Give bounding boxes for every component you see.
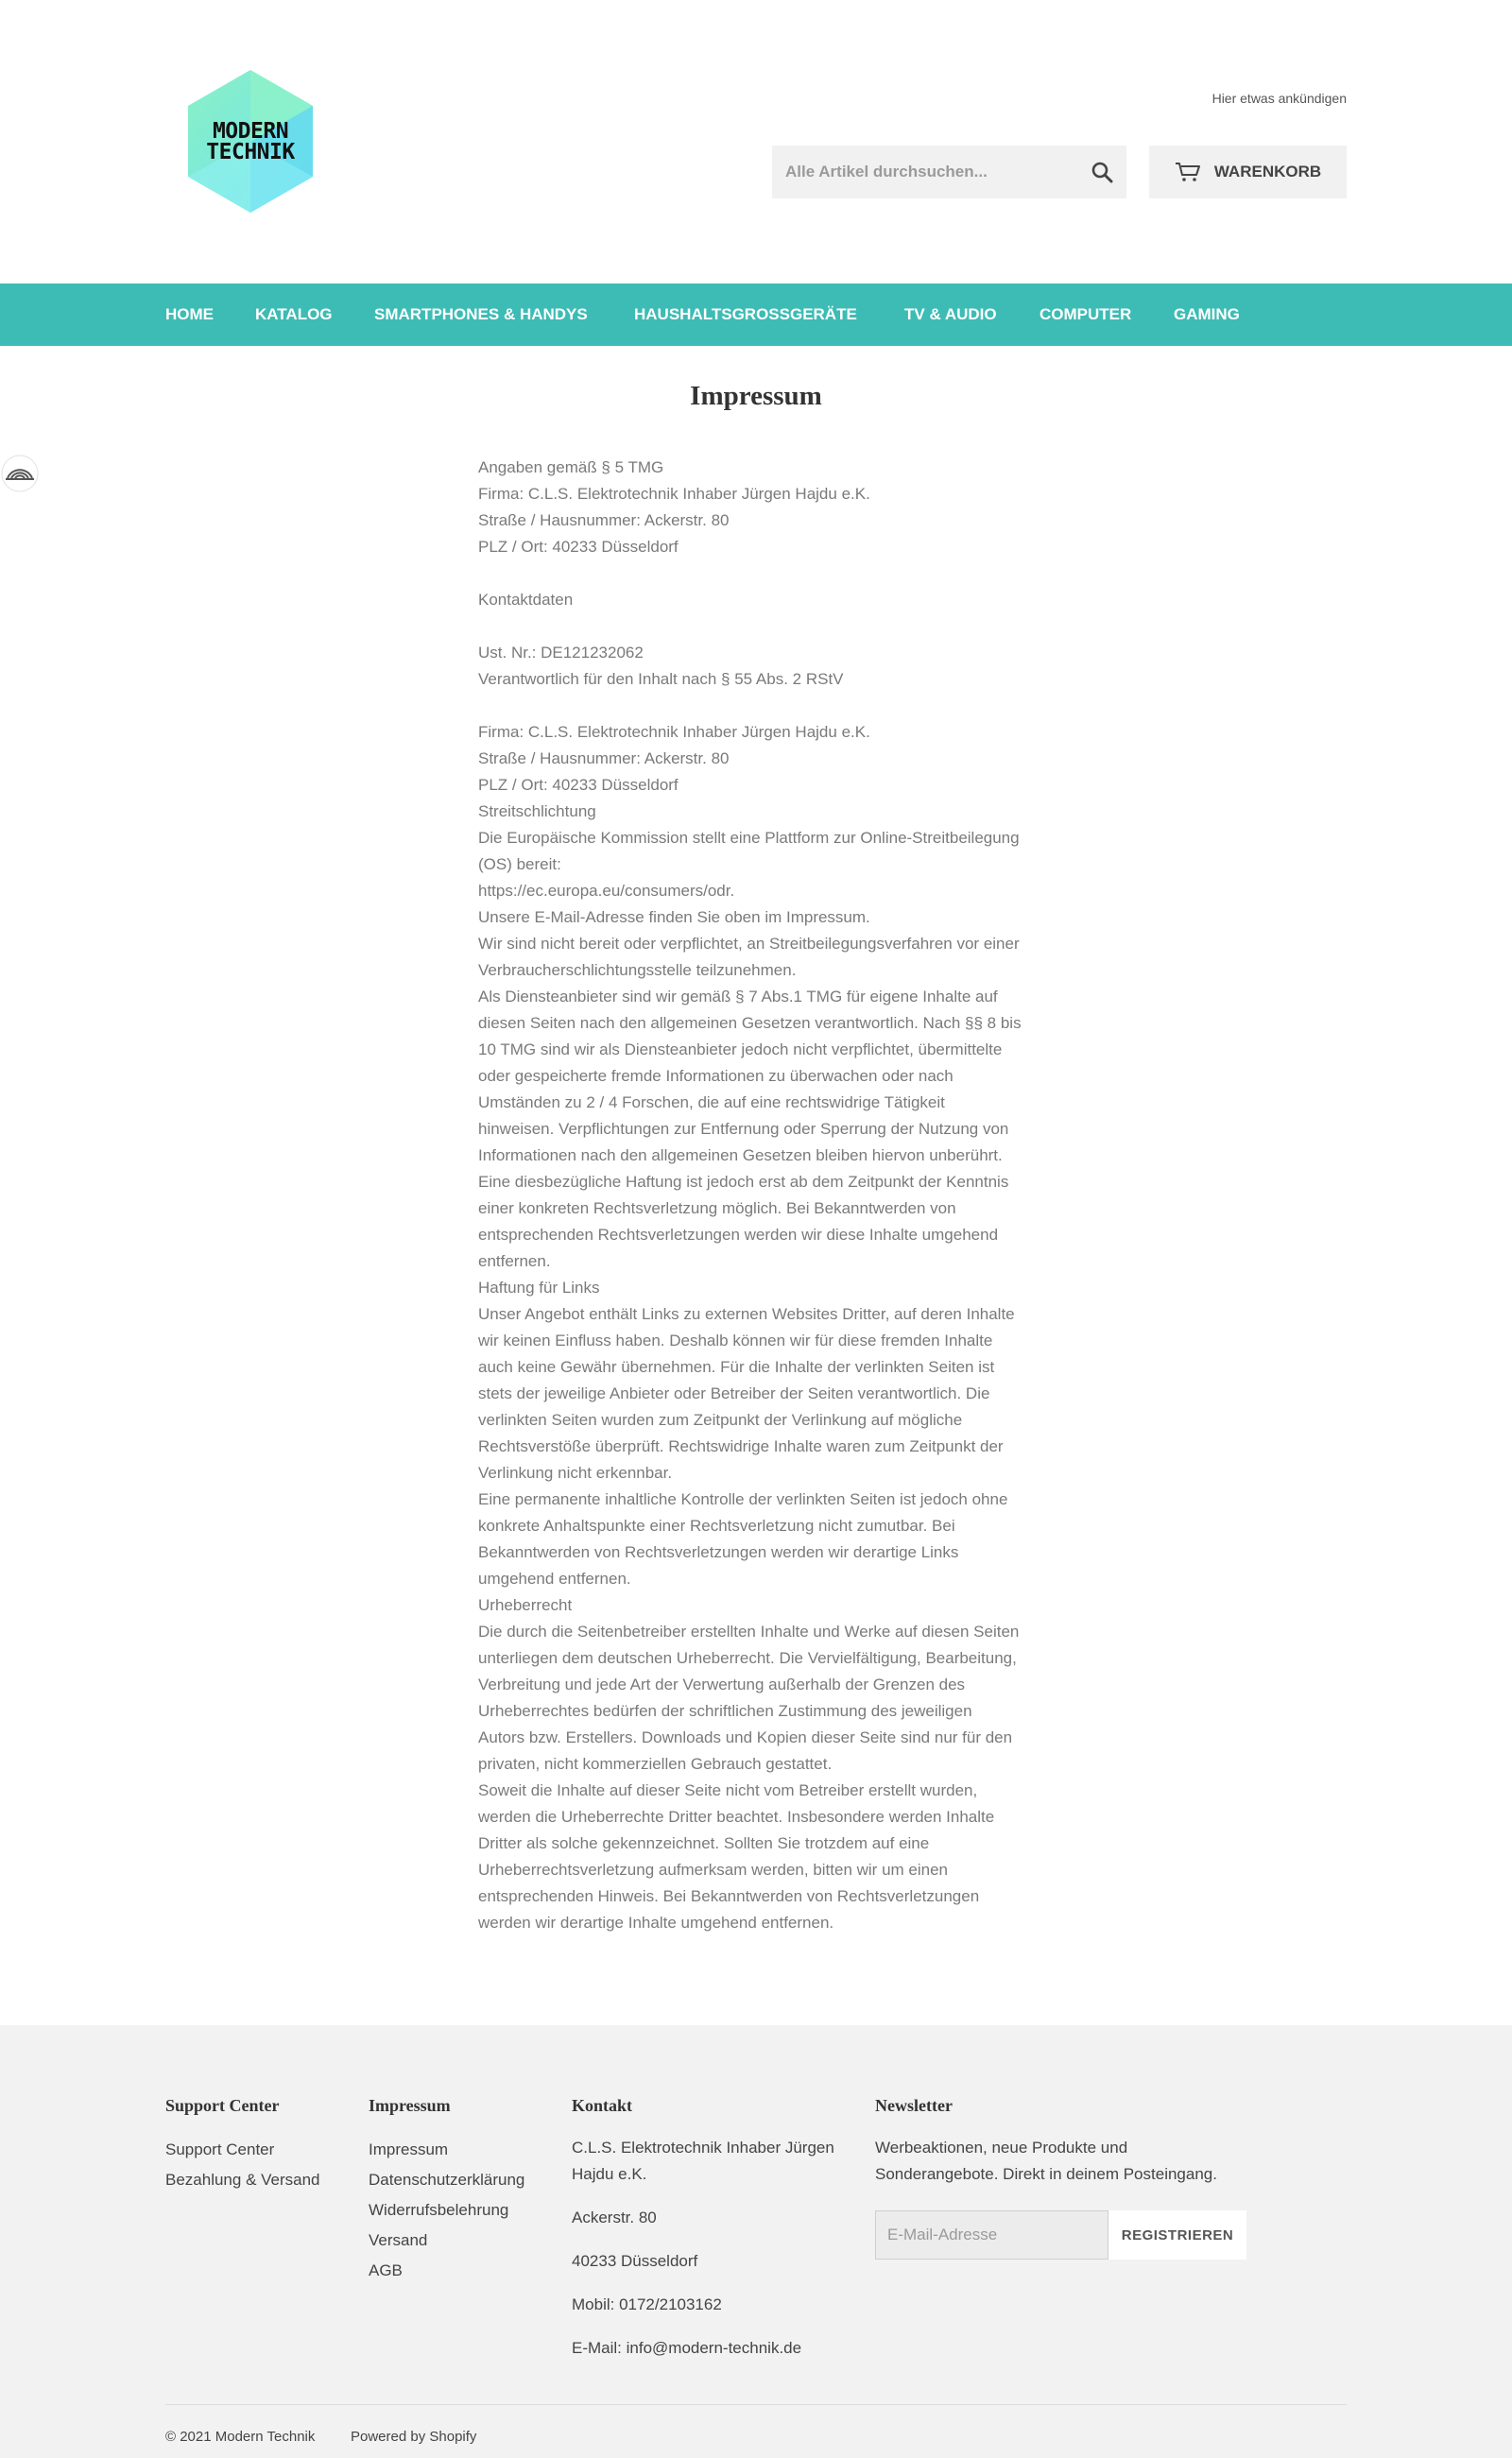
content-line: Bekanntwerden von Rechtsverletzungen werden wir derartige Links — [478, 1543, 959, 1561]
footer-link-versand[interactable]: Versand — [369, 2231, 428, 2249]
site-logo[interactable] — [184, 68, 317, 215]
content-line: Die Europäische Kommission stellt eine Plattform zur Online-Streitbeilegung — [478, 829, 1020, 847]
content-line: PLZ / Ort: 40233 Düsseldorf — [478, 538, 679, 556]
newsletter-form — [875, 2210, 1246, 2260]
content-line: entfernen. — [478, 1252, 551, 1270]
content-line: Verbreitung und jede Art der Verwertung außerhalb der Grenzen des — [478, 1676, 966, 1693]
content-line: Verlinkung nicht erkennbar. — [478, 1464, 673, 1482]
footer-newsletter-text-2: Sonderangebote. Direkt in deinem Posteingang. — [875, 2165, 1217, 2183]
footer-link-datenschutz[interactable]: Datenschutzerklärung — [369, 2171, 525, 2189]
cart-icon — [1175, 162, 1201, 182]
accessibility-icon — [0, 454, 40, 493]
search-input[interactable] — [772, 146, 1077, 198]
content-line: Firma: C.L.S. Elektrotechnik Inhaber Jürgen Hajdu e.K. — [478, 723, 870, 741]
content-line: entsprechenden Hinweis. Bei Bekanntwerden von Rechtsverletzungen — [478, 1887, 980, 1905]
content-line: hinweisen. Verpflichtungen zur Entfernung oder Sperrung der Nutzung von — [478, 1120, 1009, 1138]
footer-contact-mobile: Mobil: 0172/2103162 — [572, 2295, 722, 2313]
newsletter-email-input[interactable] — [875, 2210, 1108, 2260]
content-line: Urheberrechtes bedürfen der schriftlichen Zustimmung des jeweiligen — [478, 1702, 972, 1720]
content-line: Urheberrechtsverletzung aufmerksam werden, bitten wir um einen — [478, 1861, 949, 1879]
logo-text-line1: MODERN — [212, 119, 289, 144]
nav-item-gaming[interactable]: GAMING — [1174, 305, 1240, 323]
footer-impressum-column — [369, 2096, 524, 2286]
footer-divider — [165, 2404, 1347, 2405]
content-line: Angaben gemäß § 5 TMG — [478, 458, 664, 476]
content-line: Kontaktdaten — [478, 591, 574, 609]
content-line: Eine permanente inhaltliche Kontrolle der verlinkten Seiten ist jedoch ohne — [478, 1490, 1008, 1508]
footer-newsletter-column — [875, 2096, 1217, 2188]
page-title: Impressum — [690, 381, 822, 411]
content-line: Rechtsverstöße überprüft. Rechtswidrige Inhalte waren zum Zeitpunkt der — [478, 1437, 1004, 1455]
newsletter-register-button[interactable]: REGISTRIEREN — [1108, 2210, 1246, 2260]
content-line: Verbraucherschlichtungsstelle teilzunehmen. — [478, 961, 797, 979]
footer-contact-city: 40233 Düsseldorf — [572, 2252, 698, 2270]
content-line: werden die Urheberrechte Dritter beachtet. Insbesondere werden Inhalte — [478, 1808, 995, 1826]
content-line: Umständen zu 2 / 4 Forschen, die auf eine rechtswidrige Tätigkeit — [478, 1093, 945, 1111]
content-line: privaten, nicht kommerziellen Gebrauch gestattet. — [478, 1755, 833, 1773]
content-line: verlinkten Seiten wurden zum Zeitpunkt der Verlinkung auf mögliche — [478, 1411, 963, 1429]
content-line: konkrete Anhaltspunkte einer Rechtsverletzung nicht zumutbar. Bei — [478, 1517, 955, 1535]
content-line: Verantwortlich für den Inhalt nach § 55 Abs. 2 RStV — [478, 670, 844, 688]
content-line: umgehend entfernen. — [478, 1570, 631, 1588]
content-line: Haftung für Links — [478, 1279, 600, 1297]
nav-item-tv-audio[interactable]: TV & AUDIO — [904, 305, 997, 323]
footer-contact-email[interactable]: E-Mail: info@modern-technik.de — [572, 2339, 802, 2357]
main-navigation — [0, 284, 1512, 346]
content-line: Ust. Nr.: DE121232062 — [478, 644, 644, 662]
footer-support-column — [165, 2096, 320, 2195]
content-line: Unsere E-Mail-Adresse finden Sie oben im Impressum. — [478, 908, 870, 926]
search-icon — [1091, 161, 1113, 183]
content-line: stets der jeweilige Anbieter oder Betreiber der Seiten verantwortlich. Die — [478, 1384, 990, 1402]
content-line: einer konkreten Rechtsverletzung möglich. Bei Bekanntwerden von — [478, 1199, 956, 1217]
content-line: Informationen nach den allgemeinen Gesetzen bleiben hiervon unberührt. — [478, 1146, 1003, 1164]
content-line: diesen Seiten nach den allgemeinen Gesetzen verantwortlich. Nach §§ 8 bis — [478, 1014, 1022, 1032]
content-line: entsprechenden Rechtsverletzungen werden wir diese Inhalte umgehend — [478, 1226, 999, 1244]
content-line: Dritter als solche gekennzeichnet. Sollten Sie trotzdem auf eine — [478, 1834, 930, 1852]
content-line: Als Diensteanbieter sind wir gemäß § 7 Abs.1 TMG für eigene Inhalte auf — [478, 988, 998, 1006]
content-line: Streitschlichtung — [478, 802, 596, 820]
footer-support-heading: Support Center — [165, 2096, 280, 2115]
copyright-text: © 2021 Modern Technik — [165, 2429, 316, 2445]
content-line: 10 TMG sind wir als Diensteanbieter jedoch nicht verpflichtet, übermittelte — [478, 1040, 1003, 1058]
content-spacer — [478, 693, 1041, 719]
footer-contact-heading: Kontakt — [572, 2096, 633, 2115]
footer-newsletter-heading: Newsletter — [875, 2096, 953, 2115]
content-line: Soweit die Inhalte auf dieser Seite nicht vom Betreiber erstellt wurden, — [478, 1781, 978, 1799]
content-line: Wir sind nicht bereit oder verpflichtet, an Streitbeilegungsverfahren vor einer — [478, 935, 1020, 953]
content-line: Unser Angebot enthält Links zu externen Websites Dritter, auf deren Inhalte — [478, 1305, 1015, 1323]
footer-impressum-heading: Impressum — [369, 2096, 451, 2115]
search-button[interactable] — [1077, 146, 1126, 198]
logo-text-line2: TECHNIK — [206, 140, 295, 164]
accessibility-widget[interactable] — [0, 454, 40, 493]
content-line: https://ec.europa.eu/consumers/odr. — [478, 882, 735, 900]
content-line: wir keinen Einfluss haben. Deshalb können wir für diese fremden Inhalte — [478, 1332, 993, 1349]
content-line: Firma: C.L.S. Elektrotechnik Inhaber Jürgen Hajdu e.K. — [478, 485, 870, 503]
powered-by-link[interactable]: Powered by Shopify — [351, 2429, 477, 2445]
content-line: auch keine Gewähr übernehmen. Für die Inhalte der verlinkten Seiten ist — [478, 1358, 995, 1376]
cart-label: WARENKORB — [1213, 163, 1322, 180]
nav-item-haushaltsgrossgeraete[interactable]: HAUSHALTSGROSSGERÄTE — [634, 305, 857, 323]
footer-link-bezahlung-versand[interactable]: Bezahlung & Versand — [165, 2171, 320, 2189]
content-line: Autors bzw. Erstellers. Downloads und Kopien dieser Seite sind nur für den — [478, 1728, 1013, 1746]
footer-contact-company-1: C.L.S. Elektrotechnik Inhaber Jürgen — [572, 2139, 834, 2157]
content-line: Straße / Hausnummer: Ackerstr. 80 — [478, 511, 730, 529]
content-spacer — [478, 613, 1041, 640]
content-line: PLZ / Ort: 40233 Düsseldorf — [478, 776, 679, 794]
content-line: werden wir derartige Inhalte umgehend entfernen. — [478, 1914, 834, 1932]
content-line: Straße / Hausnummer: Ackerstr. 80 — [478, 749, 730, 767]
footer-contact-column — [572, 2096, 834, 2362]
impressum-content — [478, 455, 1041, 1936]
content-line: Die durch die Seitenbetreiber erstellten Inhalte und Werke auf diesen Seiten — [478, 1623, 1020, 1641]
content-line: Eine diesbezügliche Haftung ist jedoch erst ab dem Zeitpunkt der Kenntnis — [478, 1173, 1009, 1191]
content-line: unterliegen dem deutschen Urheberrecht. Die Vervielfältigung, Bearbeitung, — [478, 1649, 1017, 1667]
footer-contact-company-2: Hajdu e.K. — [572, 2165, 647, 2183]
cart-button[interactable] — [1149, 146, 1347, 198]
nav-item-home[interactable]: HOME — [165, 305, 214, 323]
search-bar — [772, 146, 1126, 198]
footer-contact-street: Ackerstr. 80 — [572, 2209, 657, 2226]
content-line: Urheberrecht — [478, 1596, 573, 1614]
footer-link-agb[interactable]: AGB — [369, 2261, 403, 2279]
nav-item-katalog[interactable]: KATALOG — [255, 305, 333, 323]
content-line: oder gespeicherte fremde Informationen zu überwachen oder nach — [478, 1067, 954, 1085]
footer-link-impressum[interactable]: Impressum — [369, 2140, 449, 2158]
content-line: (OS) bereit: — [478, 855, 561, 873]
site-header — [0, 0, 1512, 284]
footer-link-widerruf[interactable]: Widerrufsbelehrung — [369, 2201, 509, 2219]
announcement-text: Hier etwas ankündigen — [1211, 91, 1347, 106]
nav-item-computer[interactable]: COMPUTER — [1040, 305, 1132, 323]
footer-link-support-center[interactable]: Support Center — [165, 2140, 275, 2158]
footer-newsletter-text-1: Werbeaktionen, neue Produkte und — [875, 2139, 1128, 2157]
nav-item-smartphones[interactable]: SMARTPHONES & HANDYS — [374, 305, 588, 323]
content-spacer — [478, 560, 1041, 587]
